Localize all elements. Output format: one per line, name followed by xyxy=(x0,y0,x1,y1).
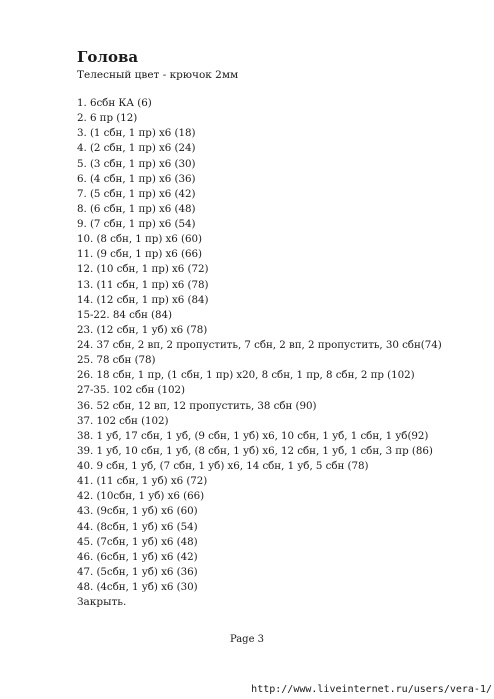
pattern-row: 3. (1 сбн, 1 пр) х6 (18) xyxy=(77,127,196,140)
pattern-row: 37. 102 сбн (102) xyxy=(77,414,169,427)
section-title: Голова xyxy=(77,48,139,66)
pattern-row: 15-22. 84 сбн (84) xyxy=(77,308,172,321)
pattern-row: 40. 9 сбн, 1 уб, (7 сбн, 1 уб) х6, 14 сбн, 1 уб, 5 сбн (78) xyxy=(77,460,369,472)
pattern-row: 27-35. 102 сбн (102) xyxy=(77,384,185,397)
page-number-label: Page 3 xyxy=(229,634,265,645)
pattern-row: 41. (11 сбн, 1 уб) х6 (72) xyxy=(77,475,208,488)
pattern-row: 42. (10сбн, 1 уб) х6 (66) xyxy=(77,490,205,503)
pattern-row: 6. (4 сбн, 1 пр) х6 (36) xyxy=(77,172,196,185)
page-number xyxy=(0,633,494,647)
pattern-row: 2. 6 пр (12) xyxy=(77,112,138,125)
section-subtitle: Телесный цвет - крючок 2мм xyxy=(77,69,239,81)
source-url-watermark: http://www.liveinternet.ru/users/vera-1/ xyxy=(251,684,492,695)
pattern-row: 36. 52 сбн, 12 вп, 12 пропустить, 38 сбн (90) xyxy=(77,399,317,412)
closing-instruction: Закрыть. xyxy=(77,596,127,608)
pattern-row: 12. (10 сбн, 1 пр) х6 (72) xyxy=(77,263,209,276)
pattern-row: 45. (7сбн, 1 уб) х6 (48) xyxy=(77,535,198,548)
pattern-row: 44. (8сбн, 1 уб) х6 (54) xyxy=(77,520,198,533)
pattern-row: 25. 78 сбн (78) xyxy=(77,354,156,367)
pattern-row: 9. (7 сбн, 1 пр) х6 (54) xyxy=(77,218,196,230)
pattern-row: 26. 18 сбн, 1 пр, (1 сбн, 1 пр) х20, 8 сбн, 1 пр, 8 сбн, 2 пр (102) xyxy=(77,369,415,382)
pattern-row: 23. (12 сбн, 1 уб) х6 (78) xyxy=(77,323,208,336)
pattern-row: 24. 37 сбн, 2 вп, 2 пропустить, 7 сбн, 2 вп, 2 пропустить, 30 сбн(74) xyxy=(77,339,442,351)
pattern-row: 39. 1 уб, 10 сбн, 1 уб, (8 сбн, 1 уб) х6, 12 сбн, 1 уб, 1 сбн, 3 пр (86) xyxy=(77,444,433,457)
pattern-row: 11. (9 сбн, 1 пр) х6 (66) xyxy=(77,248,202,261)
pattern-row: 1. 6сбн КА (6) xyxy=(77,97,152,109)
pattern-row: 5. (3 сбн, 1 пр) х6 (30) xyxy=(77,157,196,170)
pattern-row: 13. (11 сбн, 1 пр) х6 (78) xyxy=(77,278,209,291)
pattern-row: 8. (6 сбн, 1 пр) х6 (48) xyxy=(77,202,196,215)
pattern-row: 47. (5сбн, 1 уб) х6 (36) xyxy=(77,565,198,578)
pattern-row: 7. (5 сбн, 1 пр) х6 (42) xyxy=(77,187,196,200)
pattern-row: 4. (2 сбн, 1 пр) х6 (24) xyxy=(77,142,196,155)
pattern-row-list xyxy=(77,96,442,595)
pattern-row: 48. (4сбн, 1 уб) х6 (30) xyxy=(77,581,198,593)
pattern-row: 10. (8 сбн, 1 пр) х6 (60) xyxy=(77,233,202,246)
pattern-row: 46. (6сбн, 1 уб) х6 (42) xyxy=(77,550,198,563)
pattern-row: 38. 1 уб, 17 сбн, 1 уб, (9 сбн, 1 уб) х6, 10 сбн, 1 уб, 1 сбн, 1 уб(92) xyxy=(77,429,429,442)
pattern-row: 43. (9сбн, 1 уб) х6 (60) xyxy=(77,505,198,518)
pattern-row: 14. (12 сбн, 1 пр) х6 (84) xyxy=(77,293,209,306)
